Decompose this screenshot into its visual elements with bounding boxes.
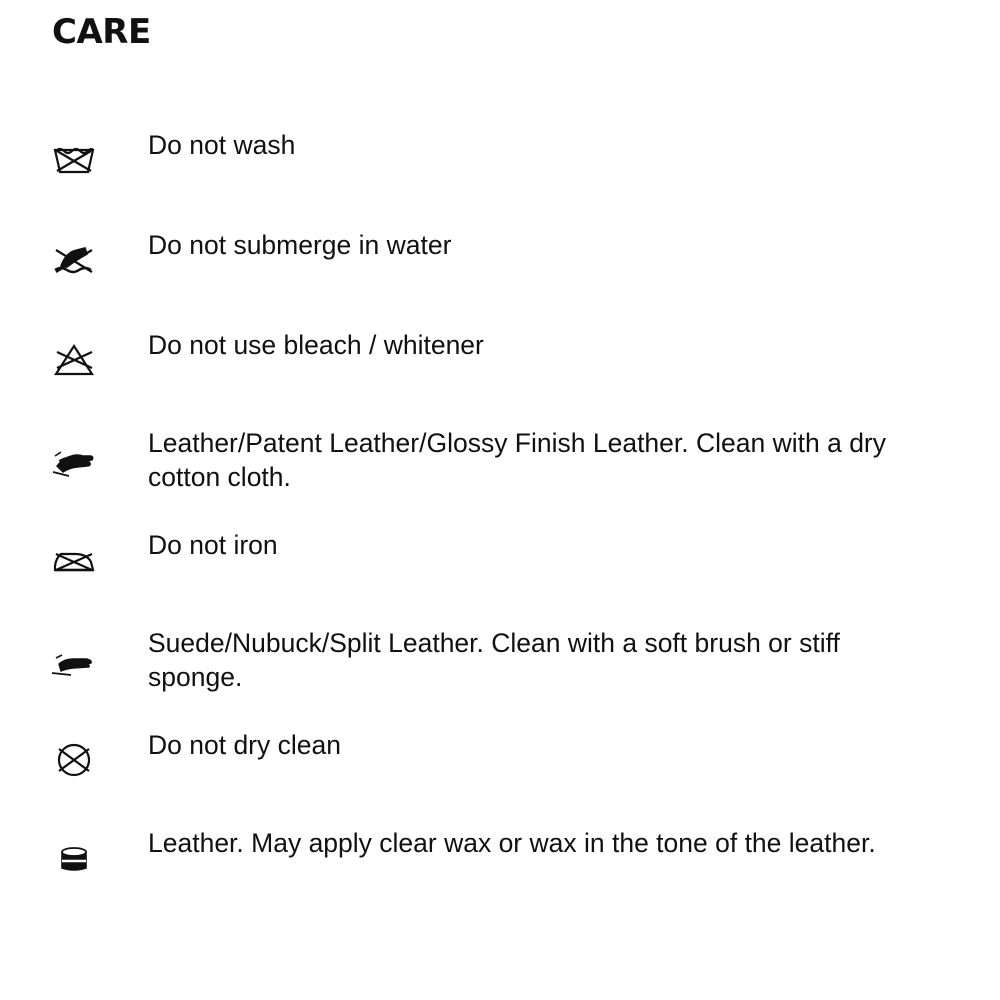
care-instruction-list xyxy=(0,118,1000,918)
icon-cell xyxy=(0,818,148,884)
icon-cell xyxy=(0,518,148,584)
list-item xyxy=(0,218,1000,318)
icon-cell xyxy=(0,718,148,784)
do-not-bleach-icon xyxy=(47,336,101,384)
soft-brush-icon xyxy=(47,636,101,684)
icon-cell xyxy=(0,418,148,484)
page-title: CARE xyxy=(52,12,151,52)
icon-cell xyxy=(0,218,148,284)
icon-cell xyxy=(0,618,148,684)
do-not-iron-icon xyxy=(47,536,101,584)
icon-cell xyxy=(0,118,148,184)
list-item xyxy=(0,718,1000,818)
list-item-label: Do not iron xyxy=(148,530,278,560)
list-item xyxy=(0,318,1000,418)
list-item xyxy=(0,118,1000,218)
do-not-submerge-icon xyxy=(47,236,101,284)
do-not-dry-clean-icon xyxy=(47,736,101,784)
do-not-wash-icon xyxy=(47,136,101,184)
icon-cell xyxy=(0,318,148,384)
list-item-label: Do not use bleach / whitener xyxy=(148,330,484,360)
list-item-label: Do not dry clean xyxy=(148,730,341,760)
list-item xyxy=(0,818,1000,918)
list-item-label: Leather/Patent Leather/Glossy Finish Leather. Clean with a dry cotton cloth. xyxy=(148,428,887,492)
wax-tin-icon xyxy=(47,836,101,884)
list-item xyxy=(0,418,1000,518)
dry-cotton-cloth-hand-icon xyxy=(47,436,101,484)
list-item xyxy=(0,618,1000,718)
list-item-label: Leather. May apply clear wax or wax in the tone of the leather. xyxy=(148,828,876,858)
list-item-label: Do not wash xyxy=(148,130,296,160)
list-item-label: Do not submerge in water xyxy=(148,230,452,260)
list-item-label: Suede/Nubuck/Split Leather. Clean with a soft brush or stiff sponge. xyxy=(148,628,840,692)
list-item xyxy=(0,518,1000,618)
